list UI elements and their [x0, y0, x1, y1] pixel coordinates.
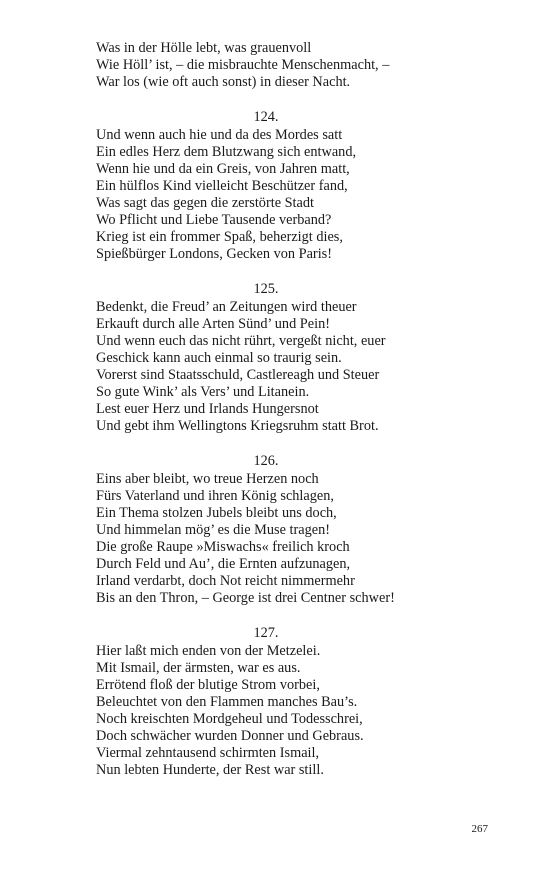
verse-line: Hier laßt mich enden von der Metzelei. — [96, 643, 321, 659]
verse-line: Bis an den Thron, – George ist drei Centner schwer! — [96, 590, 395, 606]
stanza-127 — [96, 625, 436, 779]
verse-line: Erkauft durch alle Arten Sünd’ und Pein! — [96, 316, 330, 332]
stanza-number: 124. — [253, 109, 279, 125]
verse-line: Beleuchtet von den Flammen manches Bau’s. — [96, 694, 358, 710]
verse-line: Durch Feld und Au’, die Ernten aufzunagen, — [96, 556, 351, 572]
verse-line: Krieg ist ein frommer Spaß, beherzigt dies, — [96, 229, 343, 245]
verse-line: Und wenn euch das nicht rührt, vergeßt nicht, euer — [96, 333, 386, 349]
verse-line: War los (wie oft auch sonst) in dieser Nacht. — [96, 74, 351, 90]
verse-line: Fürs Vaterland und ihren König schlagen, — [96, 488, 334, 504]
page-number: 267 — [471, 823, 488, 835]
verse-line: Noch kreischten Mordgeheul und Todesschrei, — [96, 711, 363, 727]
verse-line: Viermal zehntausend schirmten Ismail, — [96, 745, 320, 761]
verse-line: Errötend floß der blutige Strom vorbei, — [96, 677, 320, 693]
stanza-125 — [96, 281, 436, 435]
verse-line: Die große Raupe »Miswachs« freilich kroch — [96, 539, 350, 555]
stanza-number: 125. — [253, 281, 279, 297]
verse-line: Ein hülflos Kind vielleicht Beschützer fand, — [96, 178, 348, 194]
verse-line: Nun lebten Hunderte, der Rest war still. — [96, 762, 324, 778]
verse-line: Doch schwächer wurden Donner und Gebraus. — [96, 728, 364, 744]
poem-page — [96, 40, 436, 779]
verse-line: Ein Thema stolzen Jubels bleibt uns doch, — [96, 505, 337, 521]
verse-line: Spießbürger Londons, Gecken von Paris! — [96, 246, 332, 262]
verse-line: Und himmelan mög’ es die Muse tragen! — [96, 522, 330, 538]
verse-line: Bedenkt, die Freud’ an Zeitungen wird theuer — [96, 299, 357, 315]
verse-line: So gute Wink’ als Vers’ und Litanein. — [96, 384, 310, 400]
verse-line: Geschick kann auch einmal so traurig sein. — [96, 350, 342, 366]
verse-line: Und wenn auch hie und da des Mordes satt — [96, 127, 343, 143]
verse-line: Ein edles Herz dem Blutzwang sich entwand, — [96, 144, 357, 160]
verse-line: Was sagt das gegen die zerstörte Stadt — [96, 195, 314, 211]
verse-line: Mit Ismail, der ärmsten, war es aus. — [96, 660, 301, 676]
verse-line: Vorerst sind Staatsschuld, Castlereagh und Steuer — [96, 367, 380, 383]
verse-line: Wie Höll’ ist, – die misbrauchte Menschenmacht, – — [96, 57, 390, 73]
verse-line: Irland verdarbt, doch Not reicht nimmermehr — [96, 573, 355, 589]
verse-line: Was in der Hölle lebt, was grauenvoll — [96, 40, 312, 56]
verse-line: Wo Pflicht und Liebe Tausende verband? — [96, 212, 332, 228]
verse-line: Lest euer Herz und Irlands Hungersnot — [96, 401, 319, 417]
stanza-number: 127. — [253, 625, 279, 641]
verse-line: Und gebt ihm Wellingtons Kriegsruhm statt Brot. — [96, 418, 379, 434]
stanza-126 — [96, 453, 436, 607]
stanza-number: 126. — [253, 453, 279, 469]
verse-line: Eins aber bleibt, wo treue Herzen noch — [96, 471, 319, 487]
intro-stanza — [96, 40, 436, 91]
verse-line: Wenn hie und da ein Greis, von Jahren matt, — [96, 161, 350, 177]
stanza-124 — [96, 109, 436, 263]
